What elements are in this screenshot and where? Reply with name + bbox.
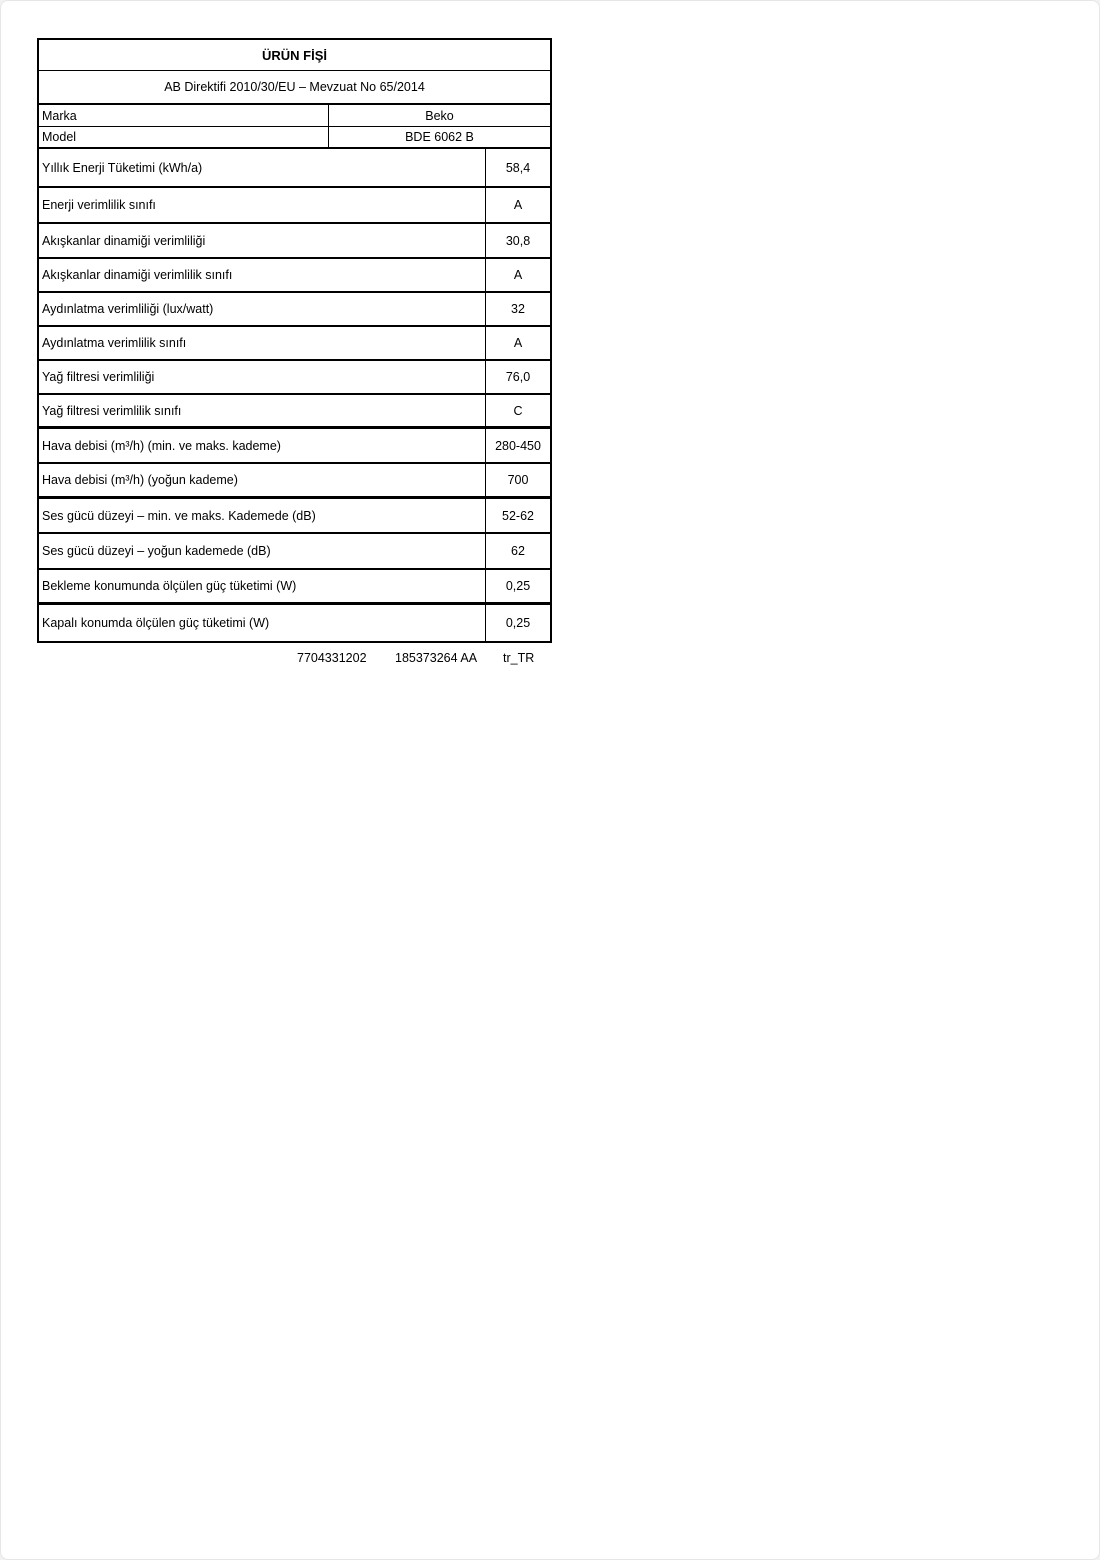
spec-row-energy-class (39, 188, 550, 224)
spec-label: Enerji verimlilik sınıfı (39, 188, 486, 222)
spec-label: Aydınlatma verimliliği (lux/watt) (39, 293, 486, 325)
spec-value: 52-62 (502, 508, 534, 523)
spec-value: C (513, 403, 523, 418)
brand-label: Marka (39, 105, 329, 126)
footer-code-2: 185373264 AA (395, 651, 478, 665)
spec-value: 0,25 (505, 616, 531, 630)
spec-value: 32 (511, 302, 525, 316)
spec-label: Yağ filtresi verimliliği (39, 361, 486, 393)
spec-label: Ses gücü düzeyi – yoğun kademede (dB) (39, 534, 486, 568)
spec-value: A (513, 198, 523, 212)
spec-row-airflow-boost (39, 464, 550, 499)
spec-label: Yağ filtresi verimlilik sınıfı (39, 395, 486, 426)
brand-value: Beko (425, 108, 454, 123)
spec-row-noise-boost (39, 534, 550, 570)
footer-code-1: 7704331202 (297, 651, 367, 665)
spec-row-grease-filter-efficiency (39, 361, 550, 395)
directive-row (39, 71, 550, 105)
footer-locale: tr_TR (503, 651, 535, 665)
model-row (39, 127, 550, 149)
spec-row-airflow-min-max (39, 429, 550, 464)
spec-value: 0,25 (505, 579, 531, 593)
spec-row-grease-filter-class (39, 395, 550, 429)
spec-value: 280-450 (495, 438, 541, 453)
spec-value: 700 (507, 473, 529, 487)
fiche-title: ÜRÜN FİŞİ (262, 47, 327, 63)
spec-label: Aydınlatma verimlilik sınıfı (39, 327, 486, 359)
spec-label: Akışkanlar dinamiği verimlilik sınıfı (39, 259, 486, 291)
spec-label: Kapalı konumda ölçülen güç tüketimi (W) (39, 605, 486, 641)
spec-value: 76,0 (505, 370, 531, 384)
spec-value: A (513, 268, 523, 282)
model-label: Model (39, 127, 329, 147)
spec-row-lighting-efficiency (39, 293, 550, 327)
fiche-title-row (39, 40, 550, 71)
brand-row (39, 105, 550, 127)
spec-row-fluid-class (39, 259, 550, 293)
spec-value: A (513, 336, 523, 350)
spec-label: Hava debisi (m³/h) (yoğun kademe) (39, 464, 486, 496)
spec-value: 58,4 (505, 160, 531, 175)
spec-row-annual-energy (39, 149, 550, 188)
spec-label: Akışkanlar dinamiği verimliliği (39, 224, 486, 257)
document-footer (37, 651, 552, 667)
spec-row-noise-min-max (39, 499, 550, 534)
model-value: BDE 6062 B (405, 130, 474, 144)
spec-label: Ses gücü düzeyi – min. ve maks. Kademede (dB) (39, 499, 486, 532)
spec-value: 30,8 (505, 233, 531, 248)
spec-label: Bekleme konumunda ölçülen güç tüketimi (W) (39, 570, 486, 602)
spec-value: 62 (511, 544, 525, 558)
spec-label: Hava debisi (m³/h) (min. ve maks. kademe) (39, 429, 486, 462)
spec-row-lighting-class (39, 327, 550, 361)
spec-row-off-power (39, 605, 550, 641)
product-fiche-table (37, 38, 552, 643)
spec-row-fluid-efficiency (39, 224, 550, 259)
spec-row-standby-power (39, 570, 550, 605)
directive-text: AB Direktifi 2010/30/EU – Mevzuat No 65/2014 (164, 80, 425, 94)
spec-label: Yıllık Enerji Tüketimi (kWh/a) (39, 149, 486, 186)
